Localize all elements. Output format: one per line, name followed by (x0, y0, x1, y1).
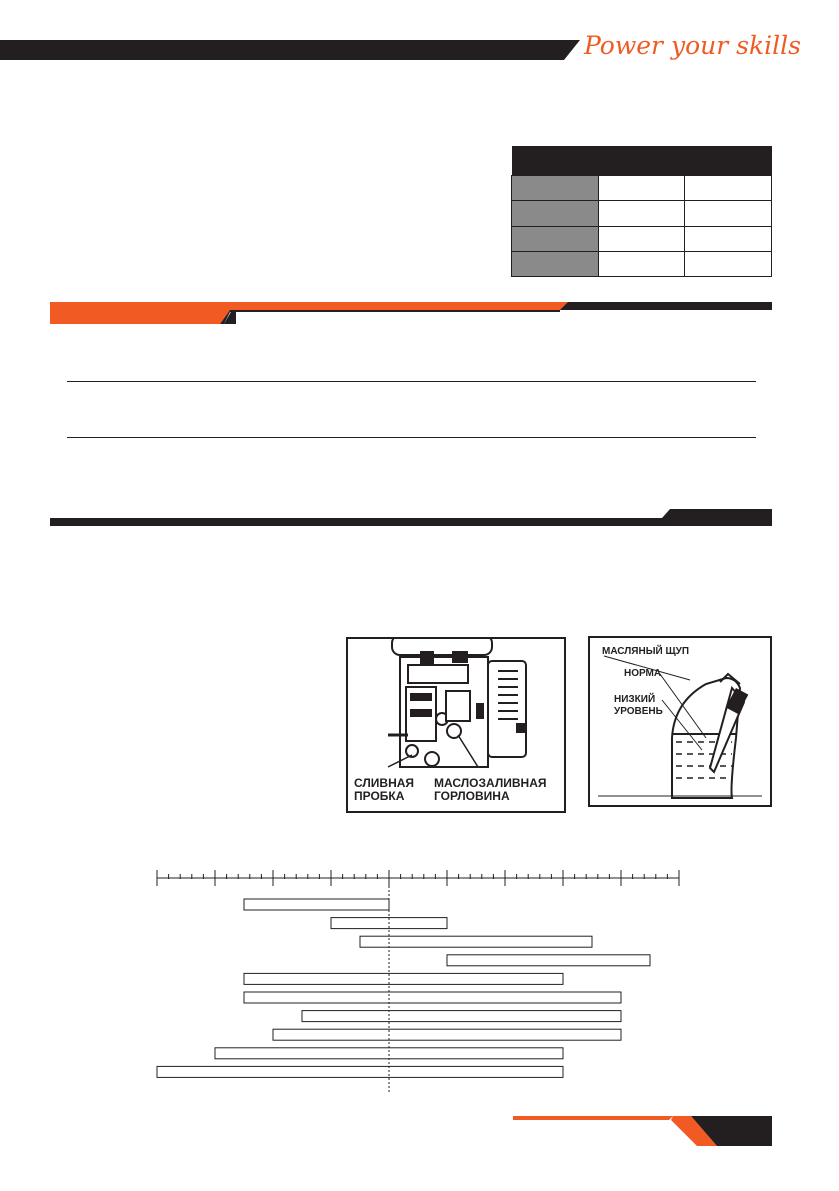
oil-filler-label-line2: ГОРЛОВИНА (434, 789, 510, 803)
table-cell (685, 201, 772, 226)
drain-plug-label (354, 777, 414, 803)
normal-level-label: НОРМА (624, 668, 662, 679)
dipstick-label: МАСЛЯНЫЙ ЩУП (602, 646, 690, 657)
table-cell (512, 176, 599, 201)
table-row (512, 201, 772, 226)
table-cell (598, 176, 685, 201)
chart-axis (157, 870, 679, 886)
chart-bars (157, 899, 650, 1077)
table-cell (512, 226, 599, 251)
low-level-label-line1: НИЗКИЙ (614, 694, 656, 705)
range-bar (244, 899, 389, 910)
table-cell (598, 226, 685, 251)
range-bar (302, 1011, 621, 1022)
table-row (512, 226, 772, 251)
range-bar (447, 955, 650, 966)
oil-filler-label-line1: МАСЛОЗАЛИВНАЯ (434, 776, 547, 790)
dipstick-diagram (588, 636, 772, 807)
divider-line (67, 381, 756, 382)
table-cell (685, 251, 772, 276)
drain-plug-label-line2: ПРОБКА (354, 789, 405, 803)
range-bar (157, 1066, 563, 1077)
oil-filler-label (434, 777, 546, 803)
tagline: Power your skills (584, 31, 801, 60)
low-level-label (614, 694, 663, 718)
engine-photo (346, 637, 566, 813)
table-row (512, 251, 772, 276)
table-row (512, 176, 772, 201)
oil-viscosity-chart (140, 860, 700, 1100)
table-cell (598, 251, 685, 276)
section-header-bar (50, 508, 772, 526)
range-bar (244, 973, 563, 984)
section-header-bar (50, 300, 772, 326)
drain-plug-label-line1: СЛИВНАЯ (354, 776, 415, 790)
table-cell (685, 176, 772, 201)
table-cell (512, 201, 599, 226)
header-band (0, 40, 580, 60)
footer-band (513, 1116, 772, 1146)
table-cell (512, 251, 599, 276)
spec-table (511, 146, 772, 277)
table-header-row (512, 146, 772, 176)
range-bar (273, 1029, 621, 1040)
range-bar (244, 992, 621, 1003)
range-bar (215, 1048, 563, 1059)
table-cell (598, 201, 685, 226)
table-header-cell (512, 146, 772, 176)
low-level-label-line2: УРОВЕНЬ (614, 706, 663, 717)
range-bar (360, 936, 592, 947)
table-cell (685, 226, 772, 251)
divider-line (67, 437, 756, 438)
dipstick-diagram-icon (590, 638, 770, 805)
